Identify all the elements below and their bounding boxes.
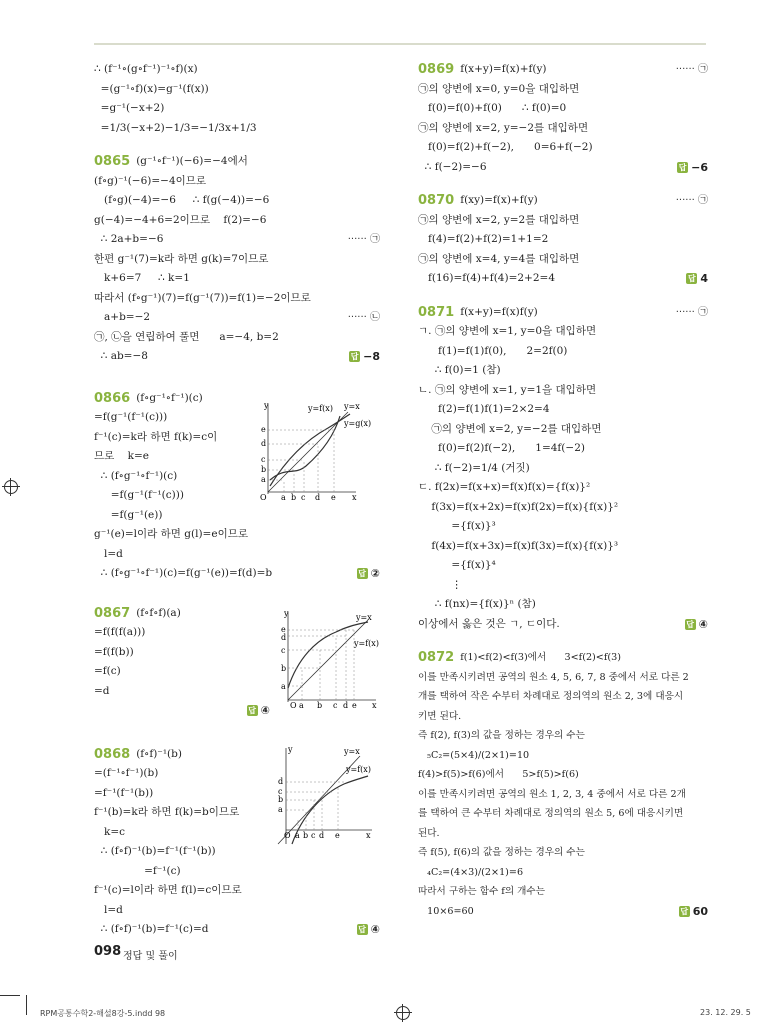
answer-icon: 답 bbox=[358, 925, 367, 935]
equation-marker: ······ ㉠ bbox=[675, 195, 708, 206]
text-line: =f(f(b)) bbox=[94, 645, 134, 658]
text-line: 이를 만족시키려면 공역의 원소 1, 2, 3, 4 중에서 서로 다른 2개 bbox=[418, 788, 686, 800]
text-line: =f(f(f(a))) bbox=[94, 626, 146, 638]
page-label: 정답 및 풀이 bbox=[123, 951, 178, 962]
text-line: f(4)>f(5)>f(6)에서 5>f(5)>f(6) bbox=[418, 769, 579, 780]
problem-0872 bbox=[418, 648, 708, 921]
text-line: ∴ ab=−8 bbox=[94, 350, 148, 362]
text-line: ∴ (f∘f)⁻¹(b)=f⁻¹(c)=d bbox=[94, 923, 209, 935]
registration-mark-icon bbox=[4, 480, 18, 494]
text-line: f(4)=f(2)+f(2)=1+1=2 bbox=[418, 233, 549, 245]
y-tick: b bbox=[281, 664, 287, 673]
print-date: 23. 12. 29. 5 bbox=[700, 1008, 751, 1017]
problem-0870 bbox=[418, 191, 708, 289]
x-tick: a bbox=[281, 493, 286, 502]
y-tick: e bbox=[261, 425, 266, 434]
x-axis-label: x bbox=[366, 831, 371, 840]
x-tick: c bbox=[301, 493, 306, 502]
right-column bbox=[418, 60, 708, 921]
text-line: ₅C₂=(5×4)/(2×1)=10 bbox=[418, 749, 530, 761]
text-line: ∴ 2a+b=−6 bbox=[94, 233, 164, 245]
text-line: =(g⁻¹∘f)(x)=g⁻¹(f(x)) bbox=[94, 82, 209, 95]
text-line: ∴ (f∘f)⁻¹(b)=f⁻¹(f⁻¹(b)) bbox=[94, 845, 216, 857]
text-line: 이를 만족시키려면 공역의 원소 4, 5, 6, 7, 8 중에서 서로 다른 2 bbox=[418, 671, 689, 683]
graph-0866 bbox=[256, 400, 372, 502]
page-number: 098 bbox=[94, 944, 122, 959]
text-line: f(1)<f(2)<f(3)에서 3<f(2)<f(3) bbox=[460, 652, 621, 663]
y-tick: c bbox=[278, 787, 283, 796]
problem-number: 0871 bbox=[418, 304, 455, 320]
answer-icon: 답 bbox=[350, 352, 359, 362]
text-line: ={f(x)}³ bbox=[418, 520, 496, 532]
text-line: f⁻¹(c)=k라 하면 f(k)=c이 bbox=[94, 430, 218, 443]
text-line: g⁻¹(e)=l이라 하면 g(l)=e이므로 bbox=[94, 528, 248, 540]
curve-label: y=x bbox=[344, 747, 360, 756]
equation-marker: ······ ㉠ bbox=[675, 64, 708, 75]
y-tick: c bbox=[281, 646, 286, 655]
text-line: =f(c) bbox=[94, 665, 121, 677]
x-tick: a bbox=[299, 701, 304, 710]
x-tick: d bbox=[315, 493, 321, 502]
text-line: 즉 f(2), f(3)의 값을 정하는 경우의 수는 bbox=[418, 730, 585, 741]
text-line: f(3x)=f(x+2x)=f(x)f(2x)=f(x){f(x)}² bbox=[418, 500, 619, 513]
text-line: (f∘g)⁻¹(−6)=−4이므로 bbox=[94, 174, 207, 187]
text-line: f(1)=f(1)f(0), 2=2f(0) bbox=[418, 344, 568, 357]
x-tick: a bbox=[295, 831, 300, 840]
answer: 답 −8 bbox=[350, 350, 380, 363]
text-line: =f(g⁻¹(f⁻¹(c))) bbox=[94, 489, 184, 501]
text-line: ㄴ. ㉠의 양변에 x=1, y=1을 대입하면 bbox=[418, 383, 597, 396]
origin-label: O bbox=[290, 701, 297, 710]
text-line: f⁻¹(b)=k라 하면 f(k)=b이므로 bbox=[94, 806, 240, 818]
text-line: ㄷ. f(2x)=f(x+x)=f(x)f(x)={f(x)}² bbox=[418, 481, 591, 493]
answer: 답 ④ bbox=[358, 923, 380, 936]
curve-label: y=f(x) bbox=[308, 404, 333, 413]
curve-label: y=f(x) bbox=[354, 639, 379, 648]
text-line: ∴ (f∘g⁻¹∘f⁻¹)(c)=f(g⁻¹(e))=f(d)=b bbox=[94, 567, 273, 579]
text-line: =(f⁻¹∘f⁻¹)(b) bbox=[94, 767, 159, 779]
text-line: ㉠의 양변에 x=2, y=−2를 대입하면 bbox=[418, 422, 602, 435]
problem-number: 0865 bbox=[94, 154, 131, 169]
text-line: (f∘g)(−4)=−6 ∴ f(g(−4))=−6 bbox=[94, 194, 270, 206]
answer: 답 ④ bbox=[248, 704, 270, 717]
answer: 답 4 bbox=[687, 272, 708, 285]
answer-icon: 답 bbox=[687, 274, 696, 284]
registration-mark-icon bbox=[396, 1006, 410, 1020]
x-tick: e bbox=[331, 493, 336, 502]
text-line: ∴ f(0)=1 (참) bbox=[418, 364, 501, 376]
curve-label: y=f(x) bbox=[346, 765, 371, 774]
x-tick: b bbox=[291, 493, 297, 502]
header-rule bbox=[94, 43, 706, 45]
text-line: g(−4)=−4+6=2이므로 f(2)=−6 bbox=[94, 213, 267, 226]
problem-0869 bbox=[418, 60, 708, 177]
text-line: ⋮ bbox=[418, 578, 462, 591]
text-line: 키면 된다. bbox=[418, 710, 462, 722]
text-line: ={f(x)}⁴ bbox=[418, 559, 496, 571]
x-tick: b bbox=[317, 701, 323, 710]
text-line: =g⁻¹(−x+2) bbox=[94, 102, 165, 114]
answer-icon: 답 bbox=[680, 906, 689, 916]
text-line: ㉠의 양변에 x=2, y=−2를 대입하면 bbox=[418, 121, 589, 134]
text-line: =1/3(−x+2)−1/3=−1/3x+1/3 bbox=[94, 121, 257, 134]
answer: 답 ④ bbox=[686, 617, 708, 631]
origin-label: O bbox=[260, 493, 267, 502]
problem-number: 0869 bbox=[418, 62, 455, 77]
text-line: (g⁻¹∘f⁻¹)(−6)=−4에서 bbox=[136, 155, 248, 167]
text-line: =f⁻¹(f⁻¹(b)) bbox=[94, 786, 154, 799]
line-y-x bbox=[288, 620, 368, 700]
text-line: (f∘f∘f)(a) bbox=[136, 606, 181, 619]
text-line: =f(g⁻¹(e)) bbox=[94, 508, 163, 521]
equation-marker: ······ ㉠ bbox=[675, 306, 708, 318]
y-tick: b bbox=[261, 465, 267, 474]
text-line: 를 택하여 큰 수부터 차례대로 정의역의 원소 5, 6에 대응시키면 bbox=[418, 808, 684, 819]
x-tick: e bbox=[335, 831, 340, 840]
text-line: k+6=7 ∴ k=1 bbox=[94, 272, 190, 284]
y-axis-label: y bbox=[288, 745, 293, 754]
text-line: ㉠, ㉡을 연립하여 풀면 a=−4, b=2 bbox=[94, 330, 279, 343]
y-tick: a bbox=[261, 475, 266, 484]
y-tick: a bbox=[278, 805, 283, 814]
problem-number: 0866 bbox=[94, 390, 131, 406]
graph-0868 bbox=[268, 744, 376, 848]
text-line: ㄱ. ㉠의 양변에 x=1, y=0을 대입하면 bbox=[418, 325, 597, 337]
text-line: 므로 k=e bbox=[94, 450, 150, 462]
x-tick: b bbox=[303, 831, 309, 840]
answer-icon: 답 bbox=[358, 569, 367, 579]
intro-block bbox=[94, 60, 380, 138]
x-axis-label: x bbox=[352, 493, 357, 502]
text-line: ∴ f(−2)=1/4 (거짓) bbox=[418, 461, 530, 474]
y-tick: d bbox=[278, 777, 284, 786]
problem-number: 0868 bbox=[94, 746, 131, 762]
crop-mark-icon bbox=[26, 995, 27, 1015]
x-axis-label: x bbox=[372, 701, 377, 710]
text-line: 된다. bbox=[418, 827, 440, 839]
equation-marker: ······ ㉡ bbox=[347, 312, 380, 323]
answer: 답 60 bbox=[680, 904, 708, 918]
text-line: f(x+y)=f(x)+f(y) bbox=[460, 63, 547, 75]
y-tick: d bbox=[261, 439, 267, 448]
graph-0867 bbox=[276, 608, 380, 712]
x-tick: d bbox=[319, 831, 325, 840]
problem-number: 0867 bbox=[94, 605, 131, 621]
text-line: ₄C₂=(4×3)/(2×1)=6 bbox=[418, 866, 524, 878]
text-line: k=c bbox=[94, 825, 126, 838]
file-name: RPM공통수학2-해설8강-5.indd 98 bbox=[40, 1009, 166, 1018]
text-line: f(x+y)=f(x)f(y) bbox=[460, 305, 538, 318]
text-line: f(16)=f(4)+f(4)=2+2=4 bbox=[418, 272, 556, 284]
text-line: ∴ f(−2)=−6 bbox=[418, 160, 487, 173]
answer: 답 ② bbox=[358, 567, 380, 580]
text-line: ㉠의 양변에 x=4, y=4를 대입하면 bbox=[418, 252, 580, 265]
text-line: 한편 g⁻¹(7)=k라 하면 g(k)=7이므로 bbox=[94, 252, 269, 265]
text-line: l=d bbox=[94, 903, 123, 916]
answer-icon: 답 bbox=[678, 162, 687, 172]
text-line: f(0)=f(2)f(−2), 1=4f(−2) bbox=[418, 442, 585, 454]
y-tick: c bbox=[261, 455, 266, 464]
y-axis-label: y bbox=[284, 609, 289, 618]
answer-icon: 답 bbox=[686, 619, 695, 629]
curve-label: y=x bbox=[344, 402, 360, 411]
text-line: ㉠의 양변에 x=0, y=0을 대입하면 bbox=[418, 82, 580, 95]
text-line: 10×6=60 bbox=[418, 905, 474, 917]
y-tick: b bbox=[278, 795, 284, 804]
answer: 답 −6 bbox=[678, 160, 708, 174]
y-tick: e bbox=[281, 625, 286, 634]
y-tick: a bbox=[281, 682, 286, 691]
problem-0871 bbox=[418, 303, 708, 635]
text-line: f(xy)=f(x)+f(y) bbox=[460, 194, 538, 206]
text-line: ㉠의 양변에 x=2, y=2를 대입하면 bbox=[418, 213, 580, 226]
x-tick: c bbox=[311, 831, 316, 840]
equation-marker: ······ ㉠ bbox=[347, 234, 380, 245]
text-line: 개를 택하여 작은 수부터 차례대로 정의역의 원소 2, 3에 대응시 bbox=[418, 691, 684, 702]
y-axis-label: y bbox=[264, 401, 269, 410]
text-line: f(0)=f(2)+f(−2), 0=6+f(−2) bbox=[418, 141, 593, 153]
text-line: f(0)=f(0)+f(0) ∴ f(0)=0 bbox=[418, 102, 567, 114]
problem-0865 bbox=[94, 152, 380, 367]
text-line: f(2)=f(1)f(1)=2×2=4 bbox=[418, 403, 550, 415]
curve-label: y=x bbox=[356, 613, 372, 622]
problem-number: 0872 bbox=[418, 650, 455, 665]
curve-label: y=g(x) bbox=[344, 419, 372, 428]
text-line: (f∘f)⁻¹(b) bbox=[136, 747, 182, 760]
answer-icon: 답 bbox=[248, 706, 257, 716]
text-line: ∴ f(nx)={f(x)}ⁿ (참) bbox=[418, 598, 536, 610]
text-line: =d bbox=[94, 684, 110, 697]
text-line: 따라서 (f∘g⁻¹)(7)=f(g⁻¹(7))=f(1)=−2이므로 bbox=[94, 291, 311, 304]
text-line: 즉 f(5), f(6)의 값을 정하는 경우의 수는 bbox=[418, 847, 585, 858]
text-line: f⁻¹(c)=l이라 하면 f(l)=c이므로 bbox=[94, 884, 242, 896]
text-line: =f⁻¹(c) bbox=[94, 864, 181, 877]
text-line: (f∘g⁻¹∘f⁻¹)(c) bbox=[136, 391, 203, 404]
problem-number: 0870 bbox=[418, 193, 455, 208]
text-line: 따라서 구하는 함수 f의 개수는 bbox=[418, 886, 545, 897]
text-line: 이상에서 옳은 것은 ㄱ, ㄷ이다. bbox=[418, 617, 560, 630]
text-line: l=d bbox=[94, 547, 123, 560]
text-line: a+b=−2 bbox=[94, 311, 151, 323]
crop-mark-icon bbox=[0, 995, 20, 996]
x-tick: c bbox=[333, 701, 338, 710]
text-line: ∴ (f∘g⁻¹∘f⁻¹)(c) bbox=[94, 469, 178, 482]
y-tick: d bbox=[281, 633, 287, 642]
x-tick: d bbox=[343, 701, 349, 710]
text-line: =f(g⁻¹(f⁻¹(c))) bbox=[94, 411, 168, 423]
x-tick: e bbox=[352, 701, 357, 710]
origin-label: O bbox=[284, 831, 291, 840]
text-line: ∴ (f⁻¹∘(g∘f⁻¹)⁻¹∘f)(x) bbox=[94, 63, 198, 75]
text-line: f(4x)=f(x+3x)=f(x)f(3x)=f(x){f(x)}³ bbox=[418, 539, 619, 552]
